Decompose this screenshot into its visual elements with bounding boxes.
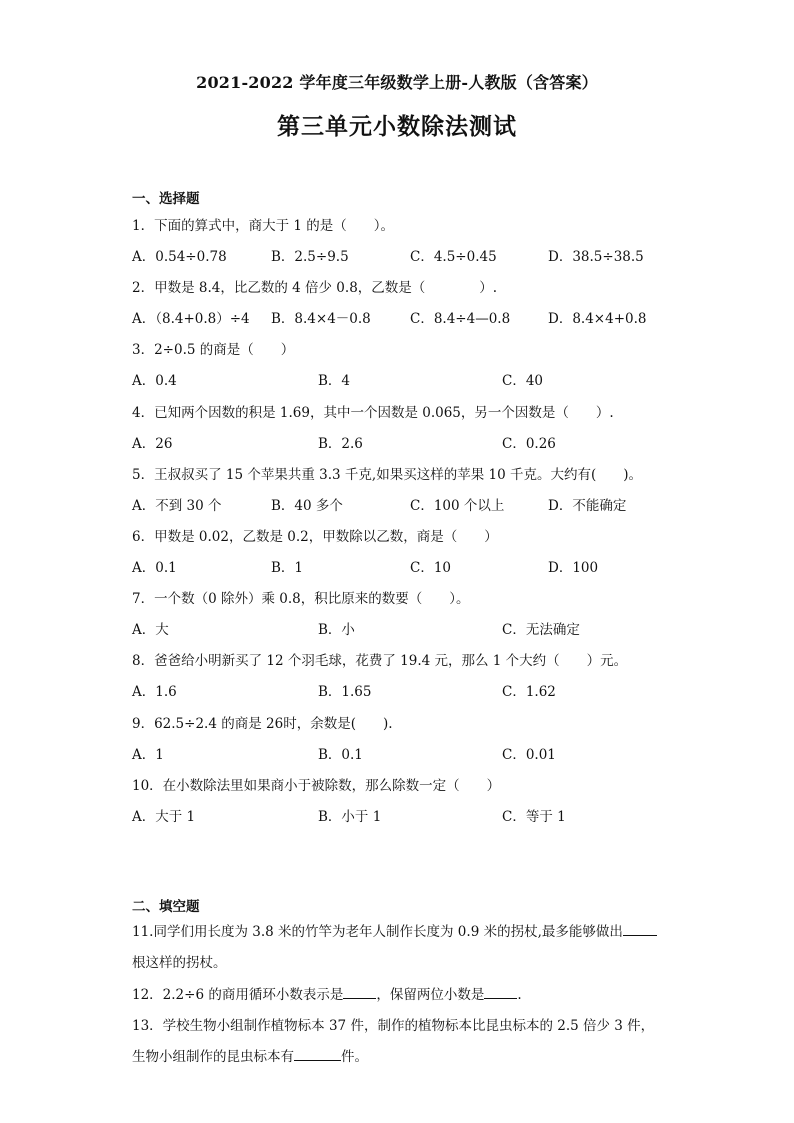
question-1-option-d[interactable]: D．38.5÷38.5	[548, 249, 644, 265]
question-7-option-c[interactable]: C．无法确定	[502, 622, 580, 638]
question-5-option-b[interactable]: B．40 多个	[271, 498, 343, 514]
question-8-option-b[interactable]: B．1.65	[318, 684, 372, 700]
question-6: 6．甲数是 0.02，乙数是 0.2，甲数除以乙数，商是（ ）	[132, 529, 498, 545]
question-11-line-2: 根这样的拐杖。	[132, 955, 227, 971]
question-4-option-c[interactable]: C．0.26	[502, 436, 556, 452]
question-2-option-c[interactable]: C．8.4÷4—0.8	[410, 311, 511, 327]
question-10-option-b[interactable]: B．小于 1	[318, 809, 382, 825]
answer-blank[interactable]	[623, 923, 657, 936]
question-3-option-b[interactable]: B．4	[318, 373, 351, 389]
question-11-line-1	[132, 920, 657, 940]
question-1-option-a[interactable]: A．0.54÷0.78	[132, 249, 227, 265]
question-3: 3．2÷0.5 的商是（ ）	[132, 342, 295, 358]
answer-blank[interactable]	[343, 986, 376, 999]
answer-blank[interactable]	[294, 1048, 341, 1061]
question-3-option-c[interactable]: C．40	[502, 373, 544, 389]
question-10: 10．在小数除法里如果商小于被除数，那么除数一定（ ）	[132, 778, 501, 794]
question-1-option-c[interactable]: C．4.5÷0.45	[410, 249, 497, 265]
question-9-option-a[interactable]: A．1	[132, 747, 164, 763]
question-9-option-c[interactable]: C．0.01	[502, 747, 556, 763]
question-13-line-2	[132, 1045, 368, 1065]
section-heading-choice: 一、选择题	[132, 191, 200, 207]
question-6-option-c[interactable]: C．10	[410, 560, 452, 576]
answer-blank[interactable]	[484, 986, 517, 999]
section-heading-fill: 二、填空题	[132, 899, 200, 915]
question-13-line-1: 13．学校生物小组制作植物标本 37 件，制作的植物标本比昆虫标本的 2.5 倍少 3 件，	[132, 1018, 655, 1034]
document-subtitle: 第三单元小数除法测试	[277, 113, 517, 140]
question-6-option-b[interactable]: B．1	[271, 560, 304, 576]
question-13-text-b: 件。	[341, 1049, 368, 1065]
question-2-option-b[interactable]: B．8.4×4－0.8	[271, 311, 371, 327]
question-6-option-a[interactable]: A．0.1	[132, 560, 177, 576]
question-7-option-b[interactable]: B．小	[318, 622, 355, 638]
question-9-option-b[interactable]: B．0.1	[318, 747, 363, 763]
question-11-text: 11.同学们用长度为 3.8 米的竹竿为老年人制作长度为 0.9 米的拐杖,最多能够做出	[132, 924, 623, 940]
question-4-option-a[interactable]: A．26	[132, 436, 173, 452]
question-10-option-a[interactable]: A．大于 1	[132, 809, 196, 825]
question-12-text-c: .	[517, 987, 522, 1003]
question-2: 2．甲数是 8.4，比乙数的 4 倍少 0.8，乙数是（ ）.	[132, 280, 498, 296]
question-9: 9．62.5÷2.4 的商是 26时，余数是( ).	[132, 716, 393, 732]
question-12	[132, 983, 522, 1003]
question-2-option-d[interactable]: D．8.4×4+0.8	[548, 311, 647, 327]
question-2-option-a[interactable]: A．（8.4+0.8）÷4	[132, 311, 250, 327]
question-5-option-c[interactable]: C．100 个以上	[410, 498, 505, 514]
question-3-option-a[interactable]: A．0.4	[132, 373, 177, 389]
question-5-option-d[interactable]: D．不能确定	[548, 498, 627, 514]
question-7: 7．一个数（0 除外）乘 0.8，积比原来的数要（ ）。	[132, 591, 470, 607]
question-5-option-a[interactable]: A．不到 30 个	[132, 498, 222, 514]
question-13-text-a: 生物小组制作的昆虫标本有	[132, 1049, 294, 1065]
question-8-option-c[interactable]: C．1.62	[502, 684, 556, 700]
question-1: 1．下面的算式中，商大于 1 的是（ ）。	[132, 218, 395, 234]
question-1-option-b[interactable]: B．2.5÷9.5	[271, 249, 349, 265]
question-8: 8．爸爸给小明新买了 12 个羽毛球，花费了 19.4 元，那么 1 个大约（ ）元。	[132, 653, 628, 669]
document-title: 2021-2022 学年度三年级数学上册-人教版（含答案）	[196, 73, 598, 92]
question-6-option-d[interactable]: D．100	[548, 560, 599, 576]
question-4: 4．已知两个因数的积是 1.69，其中一个因数是 0.065，另一个因数是（ ）.	[132, 405, 614, 421]
question-7-option-a[interactable]: A．大	[132, 622, 169, 638]
question-10-option-c[interactable]: C．等于 1	[502, 809, 566, 825]
question-5: 5．王叔叔买了 15 个苹果共重 3.3 千克,如果买这样的苹果 10 千克。大约有( )。	[132, 467, 642, 483]
question-12-text-b: ，保留两位小数是	[376, 987, 485, 1003]
question-8-option-a[interactable]: A．1.6	[132, 684, 177, 700]
question-12-text-a: 12．2.2÷6 的商用循环小数表示是	[132, 987, 344, 1003]
question-4-option-b[interactable]: B．2.6	[318, 436, 363, 452]
